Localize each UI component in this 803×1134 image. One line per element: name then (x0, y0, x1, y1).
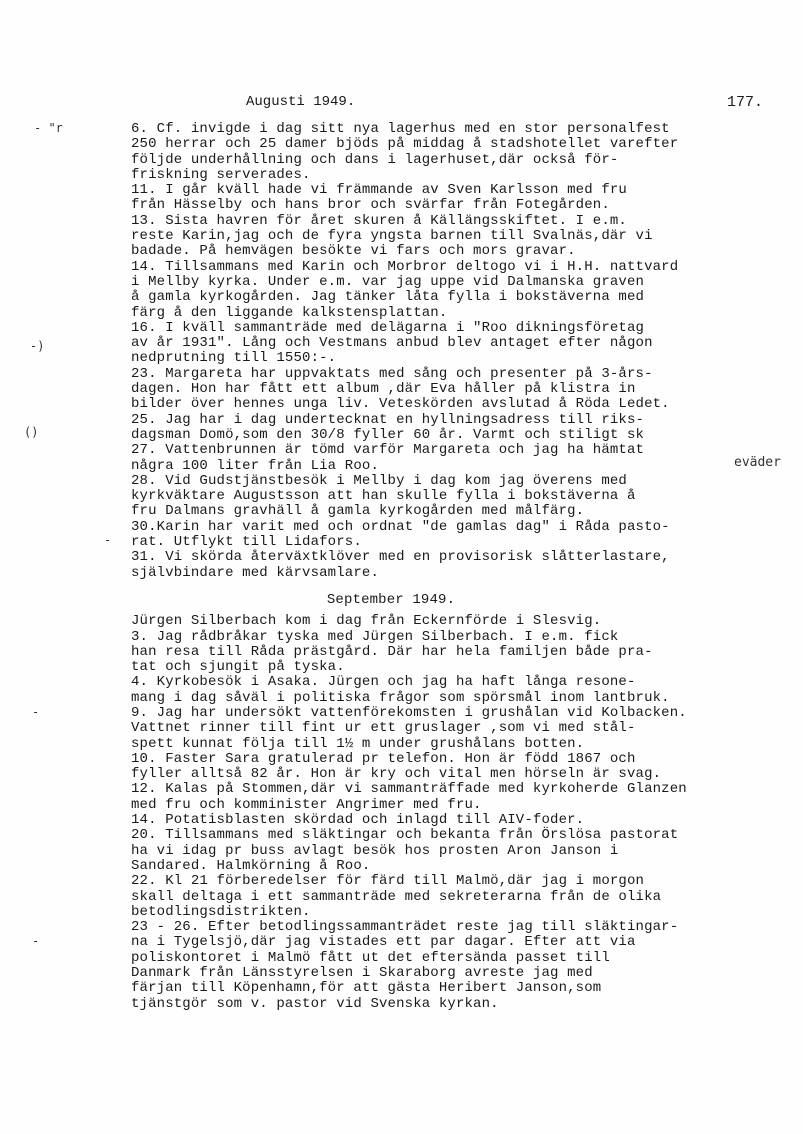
text-line: 14. Potatisblasten skördad och inlagd till AIV-foder. (131, 812, 585, 829)
text-line: Danmark från Länsstyrelsen i Skaraborg avreste jag med (131, 965, 593, 982)
text-line: 3. Jag rådbråkar tyska med Jürgen Silberbach. I e.m. fick (131, 628, 619, 645)
text-line: 13. Sista havren för året skuren å Källängsskiftet. I e.m. (131, 212, 627, 229)
page-header (0, 94, 803, 114)
text-line: Vattnet rinner till fint ur ett gruslager ,som vi med stål- (131, 720, 636, 737)
text-line: 12. Kalas på Stommen,där vi sammanträffade med kyrkoherde Glanzen (131, 781, 687, 798)
margin-mark: - (32, 705, 40, 719)
text-line: ha vi idag pr buss avlagt besök hos prosten Aron Janson i (131, 842, 619, 859)
text-line: 250 herrar och 25 damer bjöds på middag å stadshotellet varefter (131, 136, 679, 153)
text-line: poliskontoret i Malmö fått ut det eftersända passet till (131, 949, 610, 966)
text-line: han resa till Råda prästgård. Där har hela familjen både pra- (131, 643, 653, 660)
text-line: Sandared. Halmkörning å Roo. (131, 857, 371, 874)
text-line: 30.Karin har varit med och ordnat "de gamlas dag" i Råda pasto- (131, 518, 670, 535)
text-line: 11. I går kväll hade vi främmande av Sven Karlsson med fru (131, 182, 627, 199)
text-line: 28. Vid Gudstjänstbesök i Mellby i dag kom jag överens med (131, 472, 627, 489)
text-line: följde underhållning och dans i lagerhuset,där också för- (131, 151, 619, 168)
diary-text (131, 122, 791, 1012)
text-line: 6. Cf. invigde i dag sitt nya lagerhus med en stor personalfest (131, 121, 670, 137)
text-line: betodlingsdistrikten. (131, 903, 311, 920)
text-line: 22. Kl 21 förberedelser för färd till Malmö,där jag i morgon (131, 873, 645, 890)
text-line: skall deltaga i ett sammanträde med sekreterarna från de olika (131, 888, 662, 905)
text-line: 25. Jag har i dag undertecknat en hyllningsadress till riks- (131, 411, 645, 428)
text-line: 27. Vattenbrunnen är tömd varför Margareta och jag ha hämtat (131, 442, 645, 459)
text-line: kyrkväktare Augustsson att han skulle fylla i bokstäverna å (131, 488, 636, 505)
side-note: eväder (734, 455, 781, 470)
margin-mark: - "r (34, 121, 63, 135)
text-line: 23 - 26. Efter betodlingssammanträdet reste jag till släktingar- (131, 919, 679, 936)
text-line: dagsman Domö,som den 30/8 fyller 60 år. Varmt och stiligt sk (131, 426, 645, 443)
margin-mark: - (104, 533, 112, 547)
month-heading: Augusti 1949. (246, 94, 356, 110)
text-line: å gamla kyrkogården. Jag tänker låta fylla i bokstäverna med (131, 289, 645, 306)
text-line: 20. Tillsammans med släktingar och bekanta från Örslösa pastorat (131, 827, 679, 844)
page-number: 177. (727, 94, 764, 111)
text-line: tat och sjungit på tyska. (131, 659, 345, 676)
margin-mark: - (32, 934, 40, 948)
text-line: 31. Vi skörda återväxtklöver med en provisorisk slåtterlastare, (131, 549, 670, 566)
text-line: rat. Utflykt till Lidafors. (131, 534, 362, 551)
text-line: mang i dag såväl i politiska frågor som spörsmål inom lantbruk. (131, 689, 670, 706)
text-line: tjänstgör som v. pastor vid Svenska kyrkan. (131, 995, 499, 1012)
august-entries (131, 122, 791, 581)
text-line: na i Tygelsjö,där jag vistades ett par dagar. Efter att via (131, 934, 636, 951)
text-line: 16. I kväll sammanträde med delägarna i "Roo dikningsföretag (131, 319, 645, 336)
text-line: i Mellby kyrka. Under e.m. var jag uppe vid Dalmanska graven (131, 273, 645, 290)
september-entries (131, 614, 791, 1012)
text-line: självbindare med kärvsamlare. (131, 564, 379, 581)
text-line: 10. Faster Sara gratulerad pr telefon. Hon är född 1867 och (131, 750, 636, 767)
text-line: Jürgen Silberbach kom i dag från Eckernförde i Slesvig. (131, 613, 602, 630)
section-gap (131, 581, 791, 593)
text-line: 9. Jag har undersökt vattenförekomsten i grushålan vid Kolbacken. (131, 704, 687, 721)
text-line: fyller alltså 82 år. Hon är kry och vital men hörseln är svag. (131, 766, 662, 783)
text-line: reste Karin,jag och de fyra yngsta barnen till Svalnäs,där vi (131, 228, 653, 245)
text-line: färjan till Köpenhamn,för att gästa Heribert Janson,som (131, 980, 602, 997)
text-line: med fru och komminister Angrimer med fru. (131, 796, 482, 813)
text-line: färg å den liggande kalkstensplattan. (131, 304, 448, 321)
margin-mark: () (24, 425, 39, 439)
text-line: spett kunnat följa till 1½ m under grushålans botten. (131, 735, 585, 752)
text-line: badade. På hemvägen besökte vi fars och mors gravar. (131, 243, 576, 260)
text-line: från Hässelby och hans bror och svärfar från Fotegården. (131, 197, 610, 214)
text-line: dagen. Hon har fått ett album ,där Eva håller på klistra in (131, 381, 636, 398)
text-line: friskning serverades. (131, 166, 311, 183)
text-line: bilder över hennes unga liv. Veteskörden avslutad å Röda Ledet. (131, 396, 670, 413)
text-line: 23. Margareta har uppvaktats med sång och presenter på 3-års- (131, 365, 653, 382)
margin-mark: -) (30, 339, 45, 353)
text-line: av år 1931". Lång och Vestmans anbud blev antaget efter någon (131, 335, 653, 352)
text-line: fru Dalmans gravhäll å gamla kyrkogården med målfärg. (131, 503, 585, 520)
text-line: nedprutning till 1550:-. (131, 350, 337, 367)
september-heading: September 1949. (326, 591, 456, 608)
text-line: några 100 liter från Lia Roo. (131, 457, 379, 474)
text-line: 4. Kyrkobesök i Asaka. Jürgen och jag ha haft långa resone- (131, 674, 636, 691)
text-line: 14. Tillsammans med Karin och Morbror deltogo vi i H.H. nattvard (131, 258, 679, 275)
